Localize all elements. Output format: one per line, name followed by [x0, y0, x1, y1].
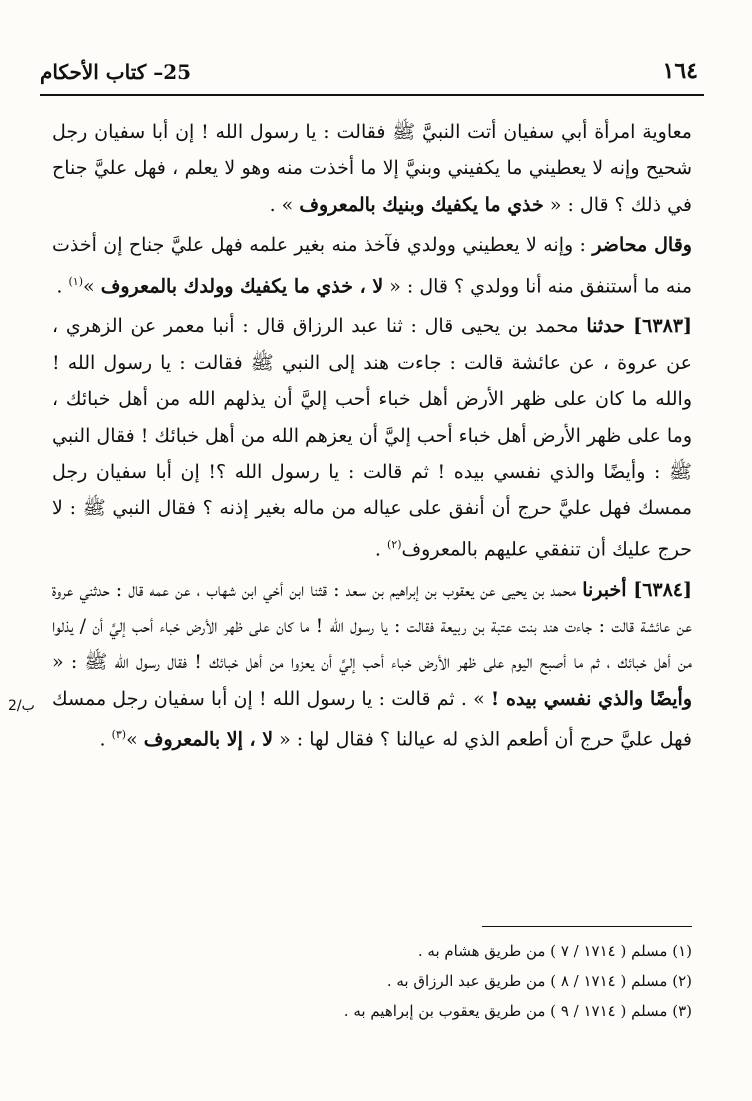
narrator-label: وقال محاضر — [592, 234, 692, 257]
paragraph-end: . — [99, 728, 112, 751]
footnote-ref: (١) — [68, 274, 84, 288]
paragraph-tail: » — [83, 274, 101, 297]
footnote-separator — [482, 926, 692, 927]
paragraph-text: محمد بن يحيى قال : ثنا عبد الرزاق قال : أنبا معمر عن الزهري ، عن عروة ، عن عائشة قالت : جاءت هند إلى النبي ﷺ فقالت : يا رسول الله ! والله ما كان على ظهر الأرض أهل خباء أحب إليَّ أن يذلهم الله من أهل خبائك ، وما على ظهر الأرض أهل خباء أحب إليَّ أن يعزهم الله من أهل خبائك ! فقال النبي ﷺ : وأيضًا والذي نفسي بيده ! ثم قالت : يا رسول الله ؟! إن أبا سفيان رجل ممسك فهل عليَّ حرج أن أنفق على عياله من ماله بغير إذنه ؟ فقال النبي ﷺ : لا حرج عليك أن تنفقي عليهم بالمعروف — [52, 315, 692, 561]
hadith-number: [٦٣٨٤] — [633, 578, 693, 601]
paragraph-tail: » . ثم قالت : يا رسول الله ! إن أبا سفيان رجل ممسك فهل عليَّ حرج أن أطعم الذي له عيالنا ؟ فقال لها : « — [52, 687, 692, 751]
page-number: ١٦٤ — [662, 58, 698, 84]
paragraph-tail: » . — [269, 193, 300, 216]
hadith-6383 — [52, 308, 692, 567]
paragraph-end: . — [374, 538, 387, 561]
quoted-saying: لا ، إلا بالمعروف — [143, 728, 274, 751]
footnotes — [192, 936, 692, 1026]
paragraph-end: . — [56, 274, 69, 297]
footnote-ref: (٢) — [386, 537, 402, 551]
footnote-3: (٣) مسلم ( ١٧١٤ / ٩ ) من طريق يعقوب بن إبراهيم به . — [343, 1002, 692, 1020]
running-title: 25– كتاب الأحكام — [40, 60, 192, 84]
paragraph-2 — [52, 227, 692, 304]
page-header — [40, 58, 704, 96]
paragraph-text: : وإنه لا يعطيني وولدي فآخذ منه بغير علمه فهل عليَّ جناح إن أخذت منه ما أستنفق منه أنا وولدي ؟ قال : « — [52, 234, 692, 297]
margin-folio-note: 2/ب — [8, 698, 35, 714]
paragraph-1 — [52, 114, 692, 223]
quoted-saying: خذي ما يكفيك وبنيك بالمعروف — [299, 193, 544, 216]
hadith-number: [٦٣٨٣] — [633, 315, 692, 338]
narration-verb: أخبرنا — [582, 578, 634, 601]
paragraph-text: معاوية امرأة أبي سفيان أتت النبيَّ ﷺ فقالت : يا رسول الله ! إن أبا سفيان رجل شحيح وإنه لا يعطيني ما يكفيني وبنيَّ إلا ما أخذت منه وهو لا يعلم ، فهل عليَّ جناح في ذلك ؟ قال : « — [52, 121, 692, 216]
quoted-saying: لا ، خذي ما يكفيك وولدك بالمعروف — [100, 274, 384, 297]
quoted-saying: وأيضًا والذي نفسي بيده ! — [490, 687, 692, 710]
paragraph-text: محمد بن يحيى عن يعقوب بن إبراهيم بن سعد : قثنا ابن أخي ابن شهاب ، عن عمه قال : حدثني عروة عن عائشة قالت : جاءت هند بنت عتبة بن ربيعة فقالت : يا رسول الله ! ما كان على ظهر الأرض خباء أحب إليَّ أن / يذلوا من أهل خبائك ، ثم ما أصبح اليوم على ظهر الأرض خباء أحب إليَّ أن يعزوا من أهل خبائك ! فقال رسول الله ﷺ : « — [52, 578, 692, 674]
narration-verb: حدثنا — [586, 315, 634, 338]
footnote-2: (٢) مسلم ( ١٧١٤ / ٨ ) من طريق عبد الرزاق به . — [386, 972, 692, 990]
hadith-6384 — [52, 572, 692, 758]
main-text — [52, 114, 692, 758]
footnote-ref: (٣) — [111, 728, 127, 742]
footnote-1: (١) مسلم ( ١٧١٤ / ٧ ) من طريق هشام به . — [417, 942, 692, 960]
paragraph-tail: » — [126, 728, 144, 751]
